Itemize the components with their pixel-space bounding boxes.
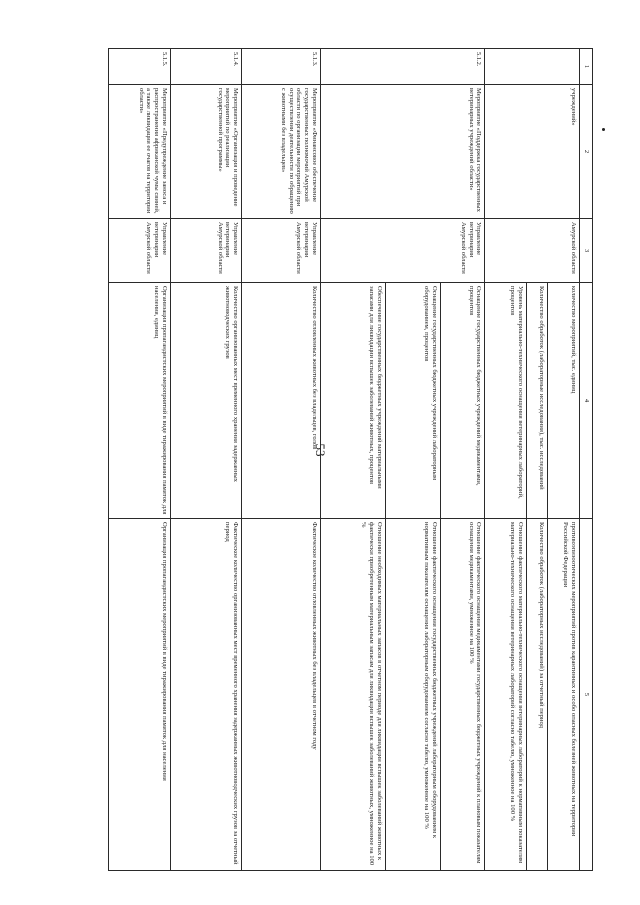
executor: Амурской области [485,219,580,283]
indicator: Организация пропагандистских мероприятий в виде тиражирования памяток для населения, единиц [109,283,171,519]
header-col-3: 3 [580,219,593,283]
calc-method: Фактическое количество организованных мест временного хранения задержанных животноводческих грузов за отчетный период [170,519,241,871]
calc-method: Отношение фактического оснащения государственных бюджетных учреждений лабораторным оборудованием к нормативным показателям оснащения лабораторным оборудованием согласно табелю, умноженное на 100 % [385,519,440,871]
indicator: Количество отловленных животных без владельцев, голов [241,283,320,519]
indicator: Количество организованных мест временного хранения задержанных животноводческих грузов [170,283,241,519]
event-name: Мероприятие «Финансовое обеспечение государственных полномочий Амурской области по организации мероприятий при осуществлении деятельности по обращению с животными без владельцев» [241,85,320,219]
scan-speck [602,128,605,131]
header-row [580,49,593,871]
indicator: Уровень материально-технического оснащения ветеринарных лабораторий, процентов [485,283,527,519]
indicator: Оснащение государственных бюджетных учреждений медикаментами, процентов [441,283,485,519]
executor: Управление ветеринарии Амурской области [241,219,320,283]
calc-method: Отношение фактического материально-технического оснащения ветеринарных лабораторий к нормативным показателям материально-технического оснащения ветеринарных лабораторий согласно табелю, умноженное на 100 % [485,519,527,871]
header-col-2: 2 [580,85,593,219]
header-col-4: 4 [580,283,593,519]
calc-method: Отношение фактического оснащения медикаментами государственных бюджетных учреждений к плановым показателям оснащения медикаментами, умноженное на 100 % [441,519,485,871]
table-row [548,49,580,871]
calc-method: Фактическое количество отловленных животных без владельцев в отчетном году [241,519,320,871]
row-number: 5.1.5. [109,49,171,85]
calc-method: Отношение необходимых материальных запасов в отчетном периоде для ликвидации вспышек заболеваний животных к фактически приобретенным материальным запасам для ликвидации вспышек заболеваний животных, умноженное на 100 % [320,519,385,871]
header-col-5: 5 [580,519,593,871]
calc-method: противоэпизоотических мероприятий против карантинных и особо опасных болезней животных на территории Российской Федерации [548,519,580,871]
table-row [109,49,171,871]
executor: Управление ветеринарии Амурской области [320,219,485,283]
table-row [441,49,485,871]
page-number: 53 [313,443,328,457]
calc-method: Количество обработок (лабораторных исследований) за отчетный период [527,519,548,871]
row-number: 5.1.3. [241,49,320,85]
program-table [108,48,593,871]
calc-method: Организация пропагандистских мероприятий в виде тиражирования памяток для населения [109,519,171,871]
indicator: количество мероприятий, тыс. единиц [548,283,580,519]
executor: Управление ветеринарии Амурской области [109,219,171,283]
header-col-1: 1 [580,49,593,85]
indicator: Оснащение государственных бюджетных учреждений лабораторным оборудованием, процентов [385,283,440,519]
event-name: учреждений» [485,85,580,219]
table-row [241,49,320,871]
event-name: Мероприятие «Поддержка государственных ветеринарных учреждений области» [320,85,485,219]
row-number: 5.1.2. [320,49,485,85]
row-number [485,49,580,85]
event-name: Мероприятие «Предупреждение заноса и распространения африканской чумы свиней, а также ликвидация ее очагов на территории области» [109,85,171,219]
indicator: Обеспечение государственных бюджетных учреждений материальными запасами для ликвидации вспышек заболеваний животных, процентов [320,283,385,519]
event-name: Мероприятие «Организация и проведение мероприятий по реализации государственной программы» [170,85,241,219]
indicator: Количество обработок (лабораторные исследования), тыс. исследований [527,283,548,519]
row-number: 5.1.4. [170,49,241,85]
executor: Управление ветеринарии Амурской области [170,219,241,283]
table-row [170,49,241,871]
rotated-page [108,48,593,870]
